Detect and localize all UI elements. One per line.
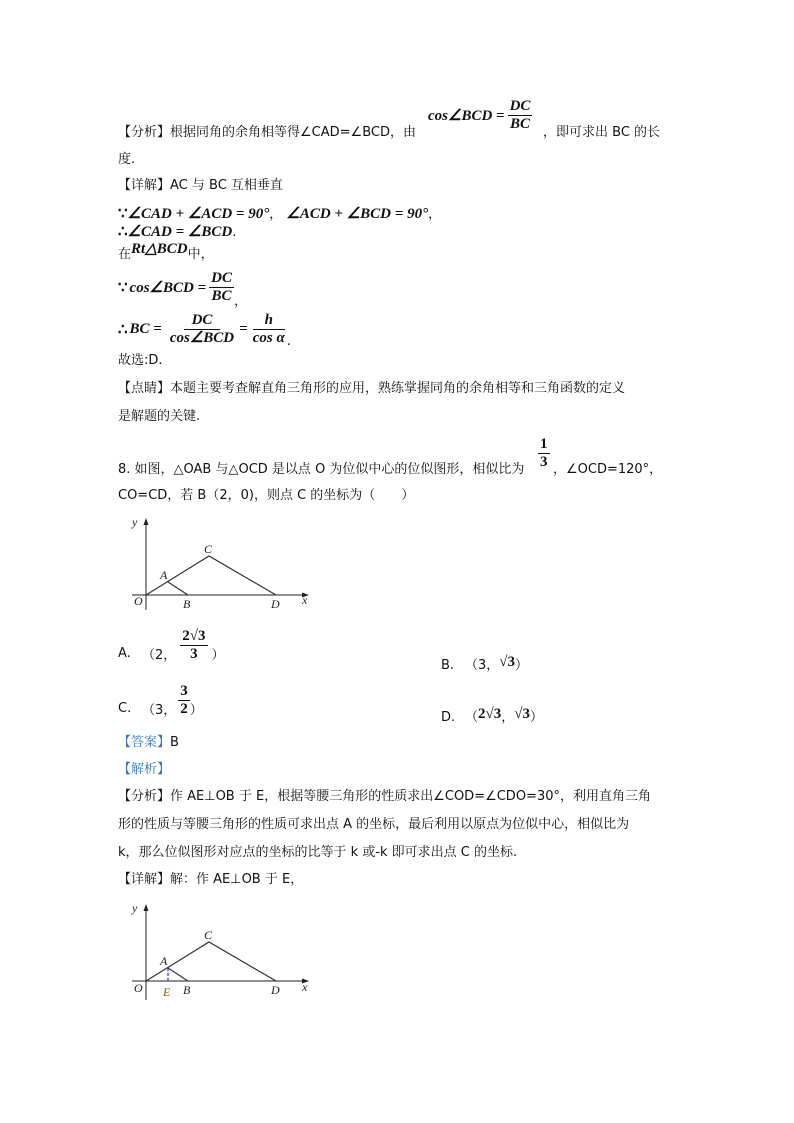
fraction [180,628,207,663]
fraction-numerator: h [253,312,285,330]
question-8-line-2: CO=CD，若 B（2，0)，则点 C 的坐标为（ ） [118,488,415,503]
option-letter: D. [441,710,456,725]
fraction-denominator: 3 [190,646,198,662]
ratio-fraction [538,436,550,471]
fraction-denominator: cos∠BCD [169,330,235,346]
label-a: A [160,954,168,968]
analysis-label: 【分析】 [118,789,171,804]
option-suffix: ） [189,703,203,718]
option-prefix: （ [465,710,479,725]
option-suffix: ） [515,658,529,673]
detail-label: 【详解】 [118,178,171,193]
in-suffix: 中， [187,247,214,262]
answer-label: 【答案】 [118,735,171,750]
answer-line [118,733,179,753]
option-prefix: （3， [142,703,177,718]
y-axis-arrow [144,518,149,525]
fraction [168,312,236,347]
answer-value: B [170,735,179,750]
label-b: B [183,597,191,611]
comment-line-2: 是解题的关键. [118,409,201,424]
label-x: x [302,593,308,607]
equation: ∠CAD = ∠BCD [127,224,233,240]
fraction-denominator: cos α [252,330,285,346]
label-c: C [204,542,213,556]
segment-ab [168,968,188,981]
option-prefix: （2， [142,648,177,663]
label-d: D [271,597,280,611]
in-triangle-line [118,243,214,263]
question-8-text-2: ，∠OCD=120°， [553,462,663,477]
analysis-text-after: ，即可求出 BC 的长 [543,125,661,140]
equals: = [239,321,248,337]
label-b: B [183,983,191,997]
label-d: D [271,983,280,997]
option-suffix: ） [211,648,225,663]
analysis-text: 根据同角的余角相等得∠CAD=∠BCD，由 [170,125,416,140]
option-value-1: 2√3 [478,706,502,722]
therefore-symbol: ∴ [118,224,128,240]
analysis-header: 【解析】 [118,762,171,777]
option-letter: A. [118,646,131,661]
detail-2-paragraph [118,870,303,890]
equation: ∠ACD + ∠BCD = 90° [286,206,429,222]
option-separator: ， [501,710,515,725]
analysis-2-line-2: 形的性质与等腰三角形的性质可求出点 A 的坐标，最后利用以原点为位似中心，相似比为 [118,817,630,832]
analysis-text-wrap: 度. [118,152,136,167]
y-axis-arrow [144,904,149,911]
label-c: C [204,928,213,942]
label-e: E [163,985,171,999]
in-prefix: 在 [118,247,132,262]
comment-line-1: 本题主要考查解直角三角形的应用，熟练掌握同角的余角相等和三角函数的定义 [170,381,626,396]
period: . [286,334,291,349]
fraction [209,270,234,305]
cos-formula [428,98,532,133]
fraction-denominator: BC [211,288,232,304]
option-letter: B. [441,658,455,673]
fraction [251,312,287,347]
solution-figure [118,900,318,1005]
option-b[interactable] [441,654,528,674]
label-y: y [132,515,138,529]
option-prefix: （3， [465,658,500,673]
detail-paragraph [118,176,283,196]
detail-label: 【详解】 [118,872,171,887]
analysis-paragraph [118,123,416,143]
therefore-symbol: ∴ [118,322,128,338]
option-a[interactable] [118,628,225,663]
choice-text: 故选:D. [118,353,163,368]
fraction-numerator: DC [211,270,232,286]
fraction [538,436,550,471]
period: . [232,225,237,240]
cos-left: cos∠BCD = [129,280,207,296]
label-a: A [160,568,168,582]
bc-equation-line [118,312,291,347]
fraction-numerator: DC [184,312,221,330]
label-x: x [302,980,308,994]
fraction-numerator: 2√3 [182,628,206,644]
label-o: O [134,594,143,608]
option-d[interactable] [441,706,543,726]
fraction-denominator: BC [510,116,531,132]
comma: ， [233,294,247,309]
since-symbol: ∵ [118,280,128,296]
bc-left: BC = [129,321,162,337]
label-o: O [134,981,143,995]
fraction-denominator: 3 [540,454,548,470]
equation: ∠CAD + ∠ACD = 90° [127,206,270,222]
label-y: y [132,901,138,915]
equation-line-2 [118,222,236,241]
option-value-2: √3 [514,706,530,722]
detail-text: 解：作 AE⊥OB 于 E， [170,872,304,887]
option-letter: C. [118,701,132,716]
rt-triangle: Rt△BCD [131,241,188,257]
separator: ， [428,207,442,222]
since-symbol: ∵ [118,206,128,222]
comment-label: 【点睛】 [118,381,171,396]
fraction-numerator: DC [509,98,531,114]
analysis-2-paragraph [118,787,651,807]
cos-equation-line [118,270,247,309]
fraction-denominator: 2 [180,701,188,717]
fraction [508,98,533,133]
segment-ab [168,582,188,595]
analysis-label: 【分析】 [118,125,171,140]
fraction [178,683,190,718]
question-8-text: 8. 如图，△OAB 与△OCD 是以点 O 为位似中心的位似图形，相似比为 [118,462,525,477]
separator: ， [269,207,283,222]
detail-text: AC 与 BC 互相垂直 [170,178,283,193]
cos-formula-left: cos∠BCD = [428,108,505,124]
option-value: √3 [499,654,516,670]
analysis-2-line-3: k，那么位似图形对应点的坐标的比等于 k 或-k 即可求出点 C 的坐标. [118,845,518,860]
question-figure [118,512,318,612]
option-c[interactable] [118,683,203,718]
analysis-line-1: 作 AE⊥OB 于 E，根据等腰三角形的性质求出∠COD=∠CDO=30°，利用直角三角 [170,789,651,804]
option-suffix: ） [530,710,544,725]
fraction-numerator: 3 [180,683,188,699]
comment-paragraph [118,379,625,399]
fraction-numerator: 1 [540,436,548,452]
equation-line-1 [118,203,441,223]
